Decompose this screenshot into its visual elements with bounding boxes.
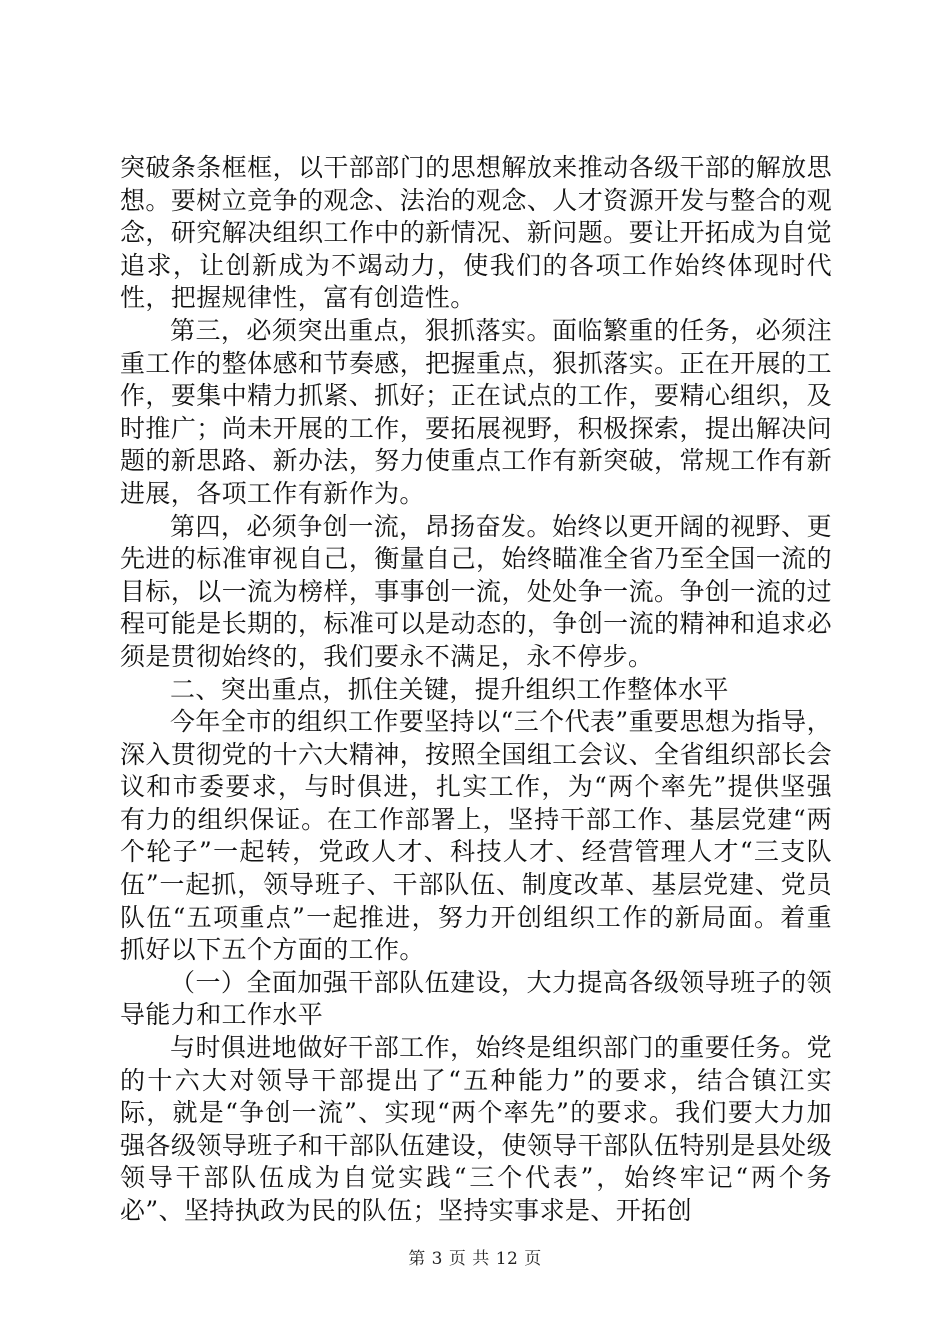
paragraph-annual-work: 今年全市的组织工作要坚持以“三个代表”重要思想为指导，深入贯彻党的十六大精神，按照全国组工会议、全省组织部长会议和市委要求，与时俱进，扎实工作，为“两个率先”提供坚强有力的组织保证。在工作部署上，坚持干部工作、基层党建“两个轮子”一起转，党政人才、科技人才、经营管理人才“三支队伍”一起抓，领导班子、干部队伍、制度改革、基层党建、党员队伍“五项重点”一起推进，努力开创组织工作的新局面。着重抓好以下五个方面的工作。: [120, 707, 832, 965]
document-body: [120, 152, 832, 1228]
paragraph-fourth-point: 第四，必须争创一流，昂扬奋发。始终以更开阔的视野、更先进的标准审视自己，衡量自己，始终瞄准全省乃至全国一流的目标，以一流为榜样，事事创一流，处处争一流。争创一流的过程可能是长期的，标准可以是动态的，争创一流的精神和追求必须是贯彻始终的，我们要永不满足，永不停步。: [120, 511, 832, 671]
paragraph-cadre-work: 与时俱进地做好干部工作，始终是组织部门的重要任务。党的十六大对领导干部提出了“五种能力”的要求，结合镇江实际，就是“争创一流”、实现“两个率先”的要求。我们要大力加强各级领导班子和干部队伍建设，使领导干部队伍特别是县处级领导干部队伍成为自觉实践“三个代表”，始终牢记“两个务必”、坚持执政为民的队伍；坚持实事求是、开拓创: [120, 1033, 832, 1225]
paragraph-third-point: 第三，必须突出重点，狠抓落实。面临繁重的任务，必须注重工作的整体感和节奏感，把握重点，狠抓落实。正在开展的工作，要集中精力抓紧、抓好；正在试点的工作，要精心组织，及时推广；尚未开展的工作，要拓展视野，积极探索，提出解决问题的新思路、新办法，努力使重点工作有新突破，常规工作有新进展，各项工作有新作为。: [120, 315, 832, 508]
page-number-footer: 第 3 页 共 12 页: [408, 1249, 542, 1269]
section-heading-two: 二、突出重点，抓住关键，提升组织工作整体水平: [170, 674, 729, 704]
subsection-heading-one: （一）全面加强干部队伍建设，大力提高各级领导班子的领导能力和工作水平: [120, 967, 832, 1030]
paragraph-continued: 突破条条框框，以干部部门的思想解放来推动各级干部的解放思想。要树立竞争的观念、法治的观念、人才资源开发与整合的观念，研究解决组织工作中的新情况、新问题。要让开拓成为自觉追求，让创新成为不竭动力，使我们的各项工作始终体现时代性，把握规律性，富有创造性。: [120, 153, 832, 313]
